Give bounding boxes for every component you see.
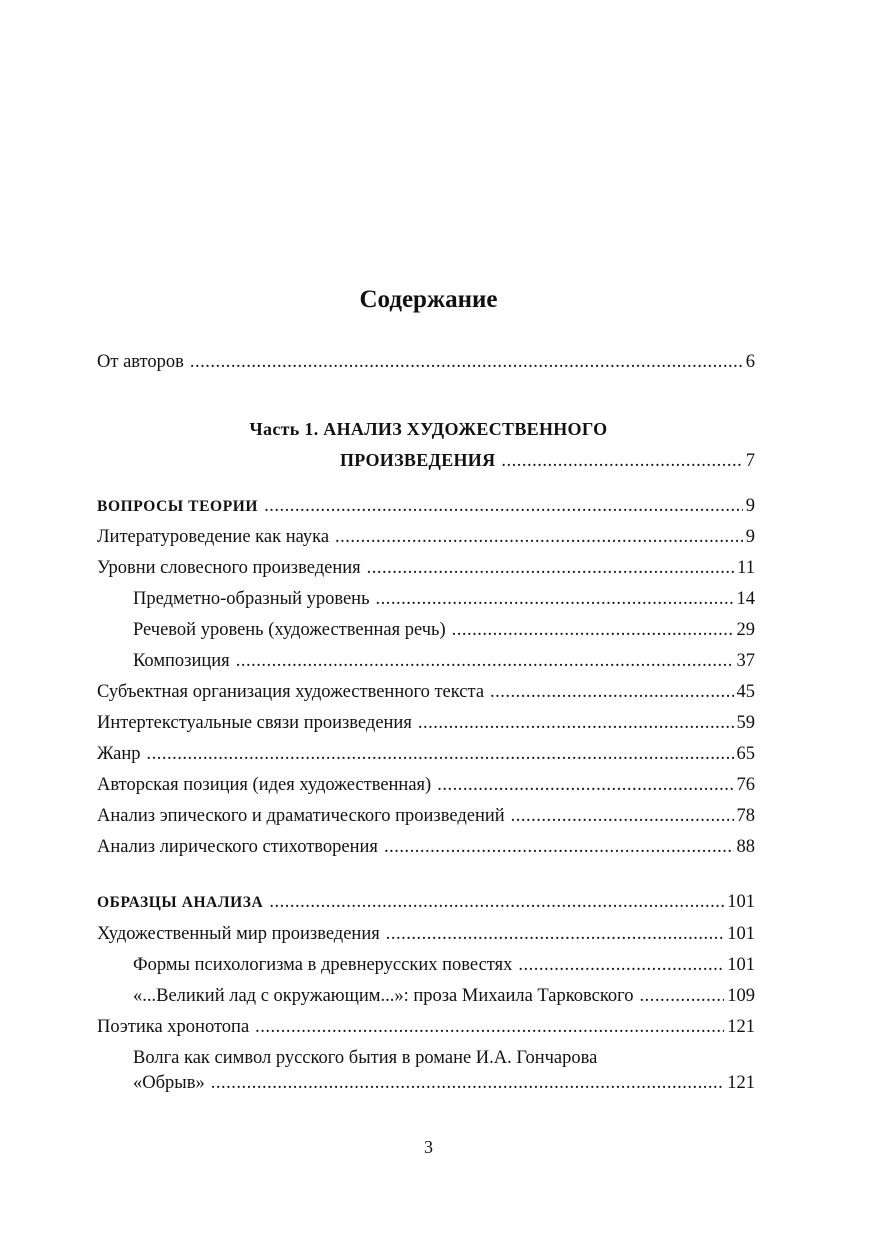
leader-dots	[384, 835, 734, 859]
toc-entry-page: 45	[736, 682, 755, 702]
leader-dots	[501, 449, 742, 473]
leader-dots	[518, 953, 724, 977]
toc-entry-page: 9	[745, 496, 755, 516]
toc-entry-page: 29	[736, 620, 755, 640]
leader-dots	[269, 890, 724, 914]
toc-subentry	[133, 984, 755, 1008]
toc-entry-label: Анализ эпического и драматического произведений	[97, 806, 505, 826]
toc-entry-page: 59	[736, 713, 755, 733]
toc-subentry	[133, 1071, 755, 1095]
toc-entry-page: 65	[736, 744, 755, 764]
toc-entry	[97, 1015, 755, 1039]
toc-entry-page: 76	[736, 775, 755, 795]
leader-dots	[490, 680, 733, 704]
toc-entry-label: ВОПРОСЫ ТЕОРИИ	[97, 498, 259, 515]
leader-dots	[386, 922, 725, 946]
toc-subentry	[133, 953, 755, 977]
toc-subentry-label-line1: Волга как символ русского бытия в романе И.А. Гончарова	[133, 1048, 598, 1068]
toc-entry-page: 37	[736, 651, 755, 671]
toc-entry-page: 109	[727, 986, 755, 1006]
toc-entry-label: Поэтика хронотопа	[97, 1017, 250, 1037]
toc-entry-label: ОБРАЗЦЫ АНАЛИЗА	[97, 894, 264, 911]
toc-entry	[97, 680, 755, 704]
toc-entry-page: 7	[745, 451, 755, 471]
toc-entry-page: 14	[736, 589, 755, 609]
toc-entry-label: Анализ лирического стихотворения	[97, 837, 378, 857]
toc-subentry	[133, 649, 755, 673]
toc-subentry	[133, 618, 755, 642]
page-title: Содержание	[359, 286, 498, 313]
toc-entry-page: 101	[727, 892, 755, 912]
toc-entry-page: 88	[736, 837, 755, 857]
leader-dots	[335, 525, 743, 549]
toc-section-theory	[97, 494, 755, 519]
toc-entry-page: 121	[727, 1017, 755, 1037]
toc-entry	[97, 773, 755, 797]
toc-entry	[97, 711, 755, 735]
toc-entry-label: Литературоведение как наука	[97, 527, 330, 547]
toc-entry	[97, 804, 755, 828]
toc-entry	[97, 556, 755, 580]
leader-dots	[437, 773, 733, 797]
leader-dots	[236, 649, 734, 673]
toc-entry-label: От авторов	[97, 352, 184, 372]
toc-entry-label: Уровни словесного произведения	[97, 558, 361, 578]
toc-entry-label: Интертекстуальные связи произведения	[97, 713, 412, 733]
toc-entry-label: Предметно-образный уровень	[133, 589, 370, 609]
leader-dots	[211, 1071, 725, 1095]
toc-entry	[97, 922, 755, 946]
toc-entry-intro	[97, 350, 755, 374]
toc-entry-label: Художественный мир произведения	[97, 924, 380, 944]
leader-dots	[367, 556, 735, 580]
toc-entry-page: 78	[736, 806, 755, 826]
page-number: 3	[424, 1137, 433, 1157]
toc-entry-page: 101	[727, 955, 755, 975]
leader-dots	[418, 711, 734, 735]
toc-entry-page: 9	[745, 527, 755, 547]
toc-entry-label: Речевой уровень (художественная речь)	[133, 620, 446, 640]
leader-dots	[146, 742, 733, 766]
toc-entry-part1	[340, 448, 755, 473]
toc-entry-label: Авторская позиция (идея художественная)	[97, 775, 432, 795]
toc-entry-label: Жанр	[97, 744, 141, 764]
toc-entry-label-cont: «Обрыв»	[133, 1073, 205, 1093]
toc-entry-label: Субъектная организация художественного текста	[97, 682, 485, 702]
toc-section-samples	[97, 890, 755, 915]
leader-dots	[255, 1015, 724, 1039]
toc-entry-page: 11	[737, 558, 755, 578]
toc-entry-page: 6	[745, 352, 755, 372]
leader-dots	[452, 618, 734, 642]
leader-dots	[376, 587, 734, 611]
toc-entry	[97, 525, 755, 549]
toc-entry-label: Композиция	[133, 651, 230, 671]
toc-entry-label: «...Великий лад с окружающим...»: проза Михаила Тарковского	[133, 986, 634, 1006]
leader-dots	[190, 350, 743, 374]
part-heading-line2: ПРОИЗВЕДЕНИЯ	[340, 450, 496, 470]
toc-entry	[97, 835, 755, 859]
toc-entry-page: 101	[727, 924, 755, 944]
leader-dots	[640, 984, 725, 1008]
toc-entry-page: 121	[727, 1073, 755, 1093]
leader-dots	[511, 804, 734, 828]
toc-entry	[97, 742, 755, 766]
part-heading-line1: Часть 1. АНАЛИЗ ХУДОЖЕСТВЕННОГО	[249, 419, 608, 439]
leader-dots	[264, 494, 743, 518]
toc-subentry	[133, 587, 755, 611]
toc-entry-label: Формы психологизма в древнерусских повестях	[133, 955, 513, 975]
